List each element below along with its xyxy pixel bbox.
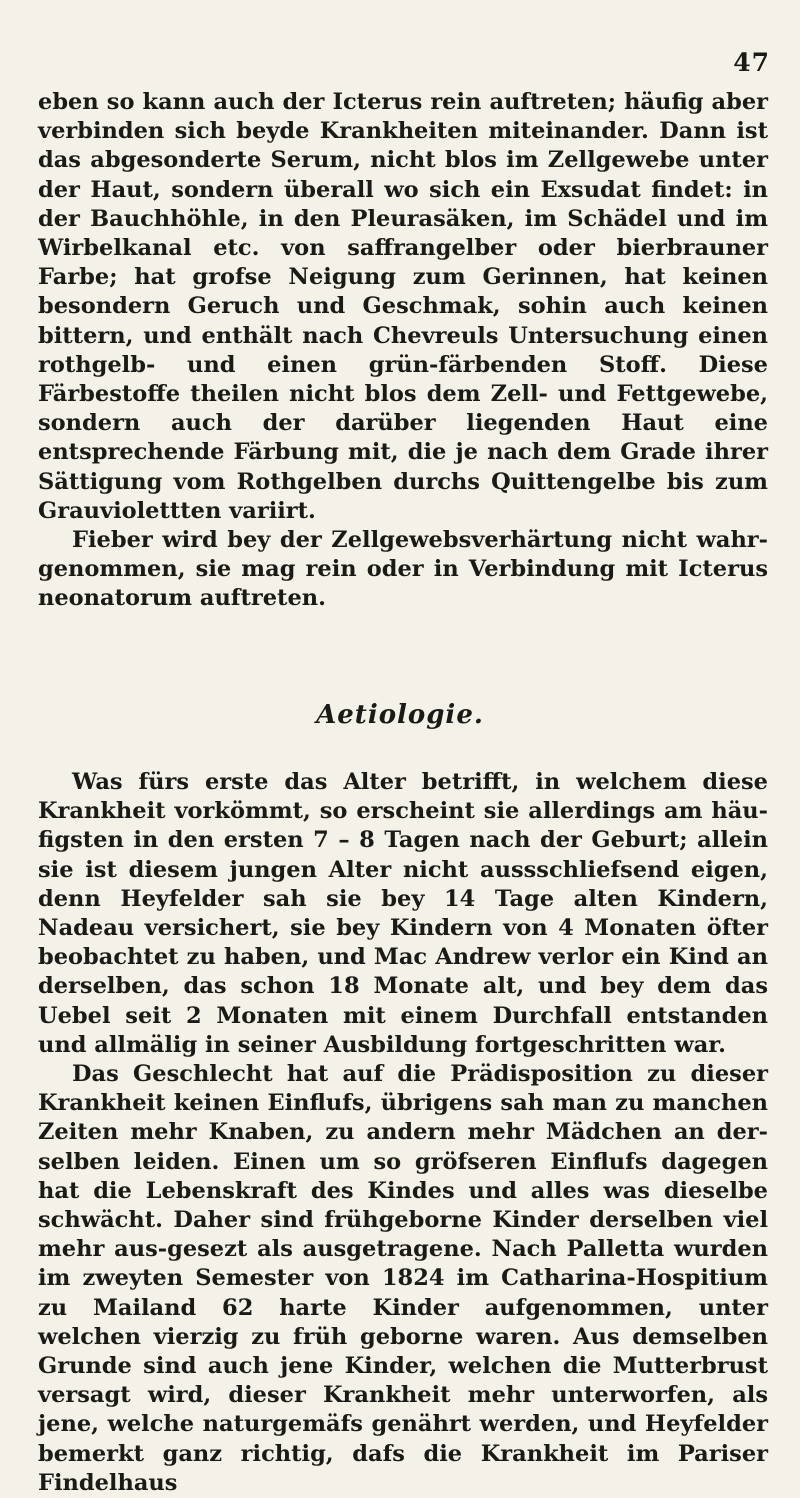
top-text-block (38, 88, 768, 614)
paragraph-geschlecht: Das Geschlecht hat auf die Prädisposition zu dieser Krankheit keinen Einflufs, übrigens sah man zu manchen Zeiten mehr Knaben, zu andern mehr Mädchen an der-selben leiden. Einen um so gröfseren Einflufs dagegen hat die Lebenskraft des Kindes und alles was dieselbe schwächt. Daher sind frühgeborne Kinder derselben viel mehr aus-gesezt als ausgetragene. Nach Palletta wurden im zweyten Semester von 1824 im Catharina-Hospitium zu Mailand 62 harte Kinder aufgenommen, unter welchen vierzig zu früh geborne waren. Aus demselben Grunde sind auch jene Kinder, welchen die Mutterbrust versagt wird, dieser Krankheit mehr unterworfen, als jene, welche naturgemäfs genährt werden, und Heyfelder bemerkt ganz richtig, dafs die Krankheit im Pariser Findelhaus (38, 1061, 768, 1496)
paragraph-fieber: Fieber wird bey der Zellgewebsverhärtung nicht wahr-genommen, sie mag rein oder in Verbindung mit Icterus neonatorum auftreten. (38, 527, 768, 612)
paragraph-icterus-serum: eben so kann auch der Icterus rein auftreten; häufig aber verbinden sich beyde Krankheiten miteinander. Dann ist das abgesonderte Serum, nicht blos im Zellgewebe unter der Haut, sondern überall wo sich ein Exsudat findet: in der Bauchhöhle, in den Pleurasäken, im Schädel und im Wirbelkanal etc. von saffrangelber oder bierbrauner Farbe; hat grofse Neigung zum Gerinnen, hat keinen besondern Geruch und Geschmak, sohin auch keinen bittern, und enthält nach Chevreuls Untersuchung einen rothgelb- und einen grün-färbenden Stoff. Diese Färbestoffe theilen nicht blos dem Zell- und Fettgewebe, sondern auch der darüber liegenden Haut eine entsprechende Färbung mit, die je nach dem Grade ihrer Sättigung vom Rothgelben durchs Quittengelbe bis zum Grauviolettten variirt. (38, 89, 768, 524)
paragraph-alter: Was fürs erste das Alter betrifft, in welchem diese Krankheit vorkömmt, so erscheint sie allerdings am häu-figsten in den ersten 7 – 8 Tagen nach der Geburt; allein sie ist diesem jungen Alter nicht aussschliefsend eigen, denn Heyfelder sah sie bey 14 Tage alten Kindern, Nadeau versichert, sie bey Kindern von 4 Monaten öfter beobachtet zu haben, und Mac Andrew verlor ein Kind an derselben, das schon 18 Monate alt, und bey dem das Uebel seit 2 Monaten mit einem Durchfall entstanden und allmälig in seiner Ausbildung fortgeschritten war. (38, 769, 768, 1058)
bottom-text-block (38, 768, 768, 1498)
section-heading-aetiologie: Aetiologie. (316, 700, 484, 730)
page-number: 47 (733, 48, 770, 77)
